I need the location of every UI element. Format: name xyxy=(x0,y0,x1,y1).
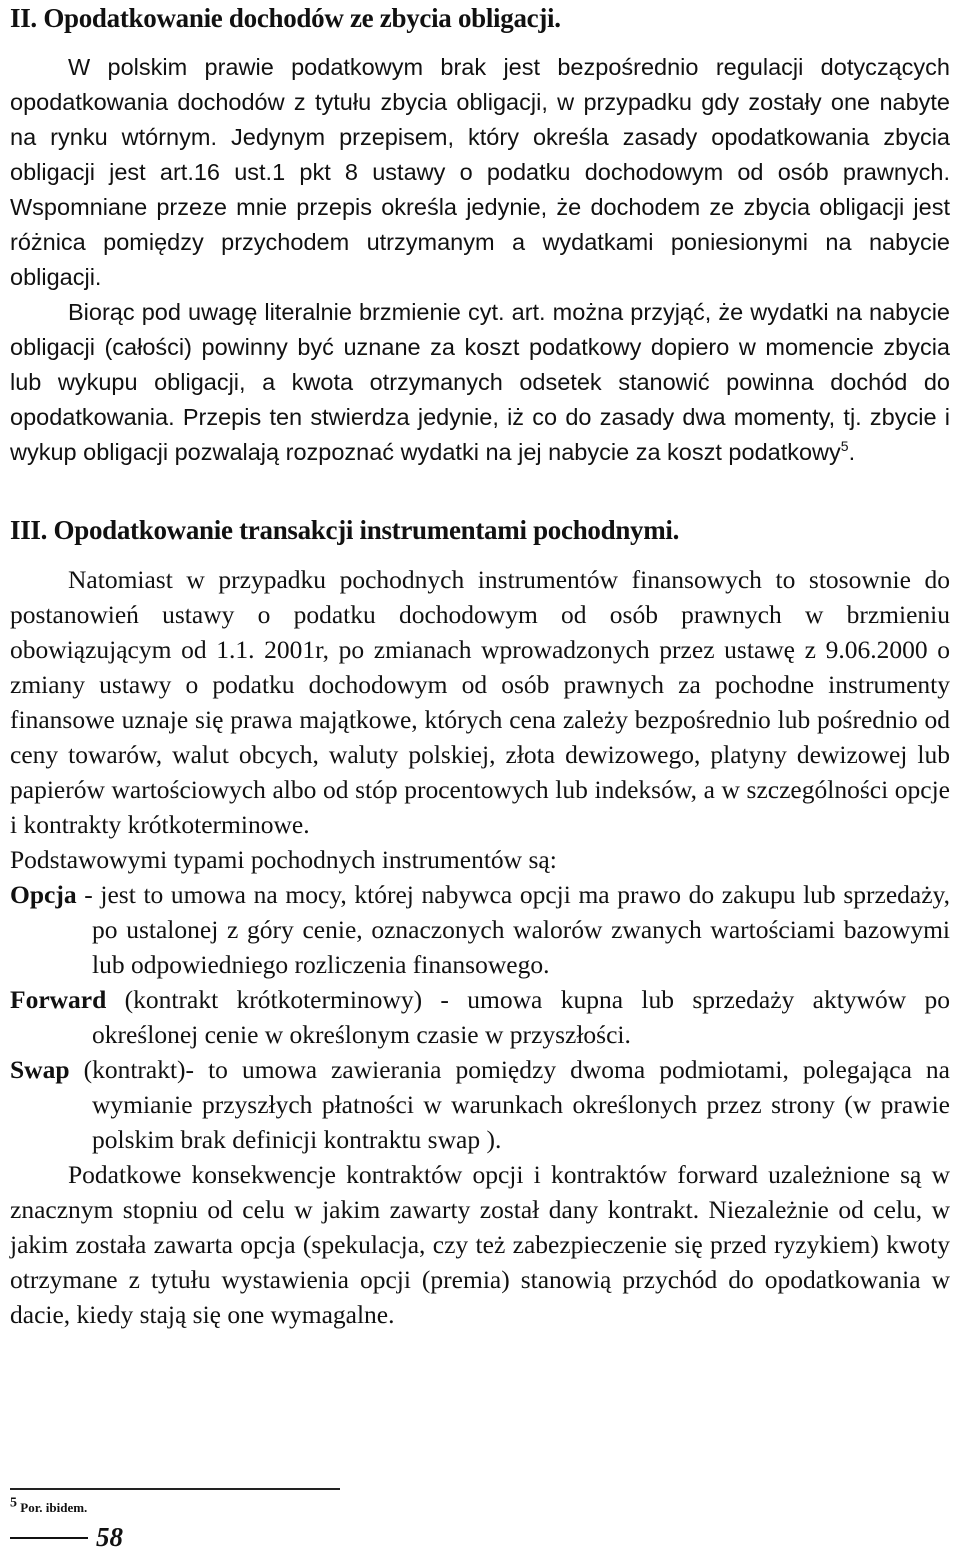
section-2-paragraph-2-end: . xyxy=(848,439,856,465)
section-3-paragraph-2: Podstawowymi typami pochodnych instrumentów są: xyxy=(10,845,557,874)
footnote-mark: 5 xyxy=(10,1495,17,1511)
section-2-paragraph-2 xyxy=(10,295,950,470)
definition-term: Forward xyxy=(10,985,107,1014)
page-number: 58 xyxy=(96,1522,123,1552)
definition-opcja xyxy=(10,877,950,982)
page-number-dash xyxy=(10,1537,88,1539)
section-3-heading: III. Opodatkowanie transakcji instrumentami pochodnymi. xyxy=(10,515,680,545)
section-3-paragraph-3: Podatkowe konsekwencje kontraktów opcji i kontraktów forward uzależnione są w znacznym stopniu od celu w jakim zawarty został dany kontrakt. Niezależnie od celu, w jakim została zawarta opcja (spekulacja, czy też zabezpieczenie się przed ryzykiem) kwoty otrzymane z tytułu wystawienia opcji (premia) stanowią przychód do opodatkowania w dacie, kiedy stają się one wymagalne. xyxy=(10,1160,950,1329)
definition-swap xyxy=(10,1052,950,1157)
definition-term: Opcja xyxy=(10,880,77,909)
definition-text: - jest to umowa na mocy, której nabywca opcji ma prawo do zakupu lub sprzedaży, po ustalonej z góry cenie, oznaczonych walorów zwanych wartościami bazowymi lub odpowiedniego rozliczenia finansowego. xyxy=(76,880,950,979)
page-content xyxy=(10,2,950,1332)
definition-forward xyxy=(10,982,950,1052)
footnote-divider xyxy=(10,1488,340,1490)
definition-term: Swap xyxy=(10,1055,70,1084)
section-2-paragraph-2-text: Biorąc pod uwagę literalnie brzmienie cyt. art. można przyjąć, że wydatki na nabycie obligacji (całości) powinny być uznane za koszt podatkowy dopiero w momencie zbycia lub wykupu obligacji, a kwota otrzymanych odsetek stanowić powinna dochód do opodatkowania. Przepis ten stwierdza jedynie, iż co do zasady dwa momenty, tj. zbycie i wykup obligacji pozwalają rozpoznać wydatki na jej nabycie za koszt podatkowy xyxy=(10,299,950,465)
definition-text: (kontrakt)- to umowa zawierania pomiędzy dwoma podmiotami, polegająca na wymianie przyszłych płatności w warunkach określonych przez strony (w prawie polskim brak definicji kontraktu swap ). xyxy=(69,1055,950,1154)
definition-text: (kontrakt krótkoterminowy) - umowa kupna lub sprzedaży aktywów po określonej cenie w określonym czasie w przyszłości. xyxy=(92,985,950,1049)
footnote-text: Por. ibidem. xyxy=(17,1500,88,1515)
section-3-paragraph-1: Natomiast w przypadku pochodnych instrumentów finansowych to stosownie do postanowień ustawy o podatku dochodowym od osób prawnych w brzmieniu obowiązującym od 1.1. 2001r, po zmianach wprowadzonych przez ustawę z 9.06.2000 o zmiany ustawy o podatku dochodowym od osób prawnych za pochodne instrumenty finansowe uznaje się prawa majątkowe, których cena zależy bezpośrednio lub pośrednio od ceny towarów, walut obcych, waluty polskiej, złota dewizowego, platyny dewizowej lub papierów wartościowych albo od stóp procentowych lub indeksów, a w szczególności opcje i kontrakty krótkoterminowe. xyxy=(10,565,950,839)
page-number-block xyxy=(10,1522,123,1553)
section-2-paragraph-1: W polskim prawie podatkowym brak jest bezpośrednio regulacji dotyczących opodatkowania dochodów z tytułu zbycia obligacji, w przypadku gdy zostały one nabyte na rynku wtórnym. Jedynym przepisem, który określa zasady opodatkowania zbycia obligacji jest art.16 ust.1 pkt 8 ustawy o podatku dochodowym od osób prawnych. Wspomniane przeze mnie przepis określa jedynie, że dochodem ze zbycia obligacji jest różnica pomiędzy przychodem utrzymanym a wydatkami poniesionymi na nabycie obligacji. xyxy=(10,54,950,290)
footnote-reference: 5 xyxy=(840,438,849,455)
footnote xyxy=(10,1495,88,1516)
section-2-heading: II. Opodatkowanie dochodów ze zbycia obligacji. xyxy=(10,3,561,33)
